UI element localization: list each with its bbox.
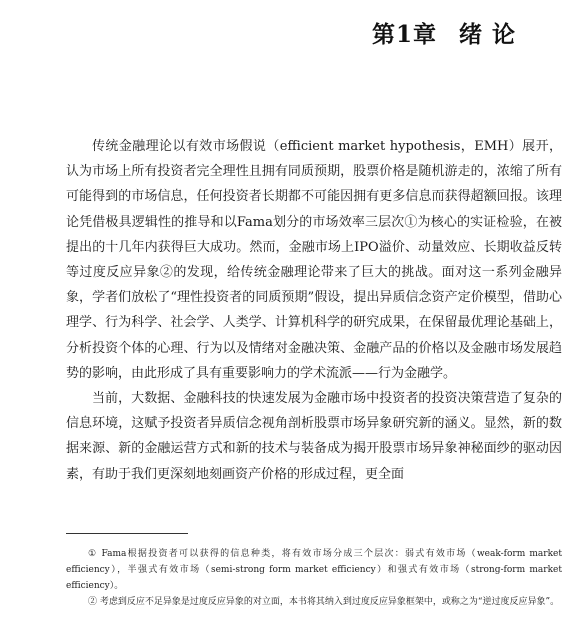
chapter-number: 第1章: [371, 21, 437, 48]
footnote: ② 考虑到反应不足异象是过度反应异象的对立面，本书将其纳入到过度反应异象框架中，或称之为“逆过度反应异象”。: [88, 597, 560, 607]
footnote-divider: [66, 533, 188, 534]
body-text: [66, 134, 562, 487]
footnote: ① Fama根据投资者可以获得的信息种类，将有效市场分成三个层次：弱式有效市场（weak-form market efficiency），半强式有效市场（semi-strong form market efficiency）和强式有效市场（strong-form market efficiency）。: [66, 549, 562, 591]
chapter-heading: [372, 16, 516, 49]
paragraph: 当前，大数据、金融科技的快速发展为金融市场中投资者的投资决策营造了复杂的信息环境，这赋予投资者异质信念视角剖析股票市场异象研究新的涵义。显然，新的数据来源、新的金融运营方式和新的技术与装备成为揭开股票市场异象神秘面纱的驱动因素，有助于我们更深刻地刻画资产价格的形成过程，更全面: [66, 391, 562, 482]
chapter-title: 绪 论: [458, 21, 516, 48]
footnotes: [66, 546, 562, 610]
paragraph: 传统金融理论以有效市场假说（efficient market hypothesis，EMH）展开，认为市场上所有投资者完全理性且拥有同质预期，股票价格是随机游走的，浓缩了所有可能得到的市场信息，任何投资者长期都不可能因拥有更多信息而获得超额回报。该理论凭借极具逻辑性的推导和以Fama划分的市场效率三层次①为核心的实证检验，在被提出的十几年内获得巨大成功。然而，金融市场上IPO溢价、动量效应、长期收益反转等过度反应异象②的发现，给传统金融理论带来了巨大的挑战。面对这一系列金融异象，学者们放松了“理性投资者的同质预期”假设，提出异质信念资产定价模型，借助心理学、行为科学、社会学、人类学、计算机科学的研究成果，在保留最优理论基础上，分析投资个体的心理、行为以及情绪对金融决策、金融产品的价格以及金融市场发展趋势的影响，由此形成了具有重要影响力的学术流派——行为金融学。: [66, 139, 562, 381]
